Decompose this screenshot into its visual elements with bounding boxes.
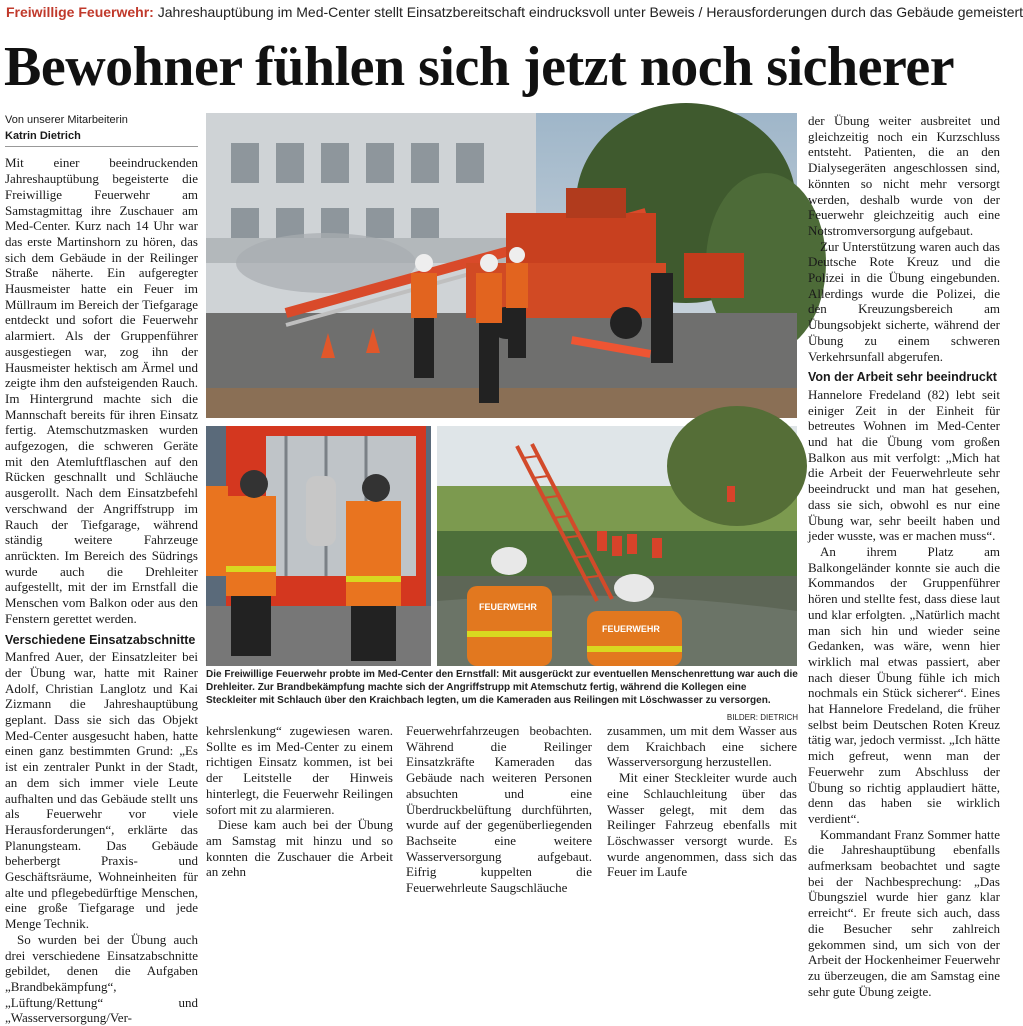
kicker-subtitle: Jahreshauptübung im Med-Center stellt Einsatzbereitschaft eindrucksvoll unter Beweis / Herausforderungen durch das Gebäude gemeistert [157,4,1023,20]
paragraph: zusammen, um mit dem Wasser aus dem Kraichbach eine sichere Wasserversorgung herzustellen. [607,723,797,770]
photo-breathing-apparatus [206,426,431,666]
paragraph: Hannelore Fredeland (82) lebt seit einiger Zeit in der Einheit für betreutes Wohnen im Med-Center und hat die Übung vom großen Balkon aus mit verfolgt: „Mich hat die Arbeit der Feuerwehrleute sehr beeindruckt und man hat gesehen, dass sie sich, obwohl es nur eine Übung war, sehr beeilt haben und jeder wusste, was er machen muss“. [808,386,1000,544]
paragraph: Mit einer Steckleiter wurde auch eine Schlauchleitung über das Wasser gelegt, mit dem das Reilinger Fahrzeug ebenfalls mit Löschwasser versorgt wurde. Es wurde angenommen, dass sich das Feuer im Laufe [607,770,797,880]
article-kicker [6,4,1023,20]
photo-ladder-truck [206,113,797,418]
paragraph: Kommandant Franz Sommer hatte die Jahreshauptübung ebenfalls aufmerksam beobachtet und sagte bei der Nachbesprechung: „Das Übungsziel wurde hier ganz klar erreicht“. Er freute sich auch, dass die Besucher sehr zahlreich gekommen sind, um sich von der Arbeit der Hockenheimer Feuerwehr zu überzeugen, die am Samstag eine sehr gute Übung zeigte. [808,826,1000,999]
jacket-label: FEUERWEHR [602,624,660,634]
caption-text: Die Freiwillige Feuerwehr probte im Med-Center den Ernstfall: Mit ausgerückt zur eventuellen Menschenrettung war auch die Drehleiter. Zur Brandbekämpfung machte sich der Angriffstrupp mit Atemschutz fertig, während die Kollegen eine Steckleiter mit Schlauch über den Kraichbach legten, um die Kameraden aus Reilingen mit Löschwasser zu versorgen. [206,669,798,706]
photo-credit: BILDER: DIETRICH [726,713,798,722]
byline-intro: Von unserer Mitarbeiterin [5,114,128,126]
subheading: Von der Arbeit sehr beeindruckt [808,370,997,385]
paragraph: Mit einer beeindruckenden Jahreshauptübung begeisterte die Freiwillige Feuerwehr am Samstagmittag ihre Zuschauer am Med-Center. Kurz nach 14 Uhr war das erste Martinshorn zu hören, das sich dem Gebäude in der Reilinger Straße näherte. Ein aufgeregter Hausmeister hatte ein Feuer im Müllraum im Bereich der Tiefgarage entdeckt und sofort die Feuerwehr alarmiert. Als der Gruppenführer ausgestiegen war, zog ihn der Hausmeister hektisch am Ärmel und zeigte ihm den aufsteigenden Rauch. Im Hintergrund machte sich die Mannschaft bereits für ihren Einsatz fertig. Atemschutzmasken wurden aufgezogen, die schweren Geräte mit den Atemluftflaschen auf den Rücken geschnallt und Schläuche ausgerollt. Nach dem Einsatzbefehl verschwand der Angriffstrupp im Rauch der Tiefgarage, während ständig weitere Fahrzeuge anrückten. Im Bereich des Südrings wurde auch die Drehleiter aufgestellt, mit der im Ernstfall die Menschen vom Balkon oder aus den Fenstern gerettet werden. [5,155,198,626]
article-column-2 [206,723,393,883]
byline-author: Katrin Dietrich [5,129,198,148]
paragraph: Diese kam auch bei der Übung am Samstag mit hinzu und so konnten die Zuschauer die Arbeit an zehn [206,817,393,880]
photo-creek-ladder [437,426,797,666]
article-headline: Bewohner fühlen sich jetzt noch sicherer [4,36,955,98]
subheading: Verschiedene Einsatzabschnitte [5,632,196,647]
jacket-label: FEUERWEHR [479,602,537,612]
paragraph: So wurden bei der Übung auch drei verschiedene Einsatzabschnitte gebildet, denen die Aufgaben „Brandbekämpfung“, „Lüftung/Rettung“ und „Wasserversorgung/Ver- [5,931,198,1026]
paragraph: Manfred Auer, der Einsatzleiter bei der Übung war, hatte mit Rainer Adolf, Christian Langlotz und Kai Zizmann die Jahreshauptübung geplant. Dass sie sich das Objekt Med-Center ausgesucht haben, hatte einen ganz bestimmten Grund: „Es ist ein zentraler Punkt in der Stadt, an dem sich immer viele Leute aufhalten und das Gebäude stellt uns als Feuerwehr vor viele Herausforderungen“, erklärte das Planungsteam. Das Gebäude beherbergt Praxis- und Geschäftsräume, Wohneinheiten für alte und pflegebedürftige Menschen, eine große Tiefgarage und jede Menge Technik. [5,649,198,932]
paragraph: kehrslenkung“ zugewiesen waren. Sollte es im Med-Center zu einem richtigen Einsatz kommen, ist bei der Leitstelle der Hinweis hinterlegt, die Feuerwehr Reilingen sofort mit zu alarmieren. [206,723,393,817]
paragraph: Feuerwehrfahrzeugen beobachten. Während die Reilinger Einsatzkräfte Kameraden das Gebäude nach weiteren Personen absuchten und eine Überdruckbelüftung durchführten, wurde auf der gegenüberliegenden Bachseite eine weitere Wasserversorgung aufgebaut. Eifrig kuppelten die Feuerwehrleute Saugschläuche [406,723,592,896]
article-column-5 [808,113,1000,999]
kicker-rubric: Freiwillige Feuerwehr: [6,4,154,20]
paragraph: An ihrem Platz am Balkongeländer konnte sie auch die Kommandos der Gruppenführer hören und stellte fest, dass diese laut und klar erfolgten. „Natürlich macht man sich hin und wieder seine Gedanken, was wäre, wenn hier wirklich mal etwas passiert, aber nach dieser Übung fühle ich mich nochmals ein Stück sicherer“. Eines hat Hannelore Fredeland, die früher selbst beim Deutschen Roten Kreuz tätig war, jedoch vermisst. „Ich hätte mich gefreut, wenn man der Feuerwehr zum Abschluss der Übung so richtig applaudiert hätte, denn das haben sie wirklich verdient“. [808,543,1000,826]
paragraph: der Übung weiter ausbreitet und gleichzeitig noch ein Kurzschluss entsteht. Patienten, die an den Dialysegeräten angeschlossen sind, könnten so nicht mehr versorgt werden, deshalb wurde von der Feuerwehr gleichzeitig auch eine Notstromversorgung aufgebaut. [808,113,1000,238]
article-column-4 [607,723,797,883]
article-column-1 [5,113,198,1026]
article-column-3 [406,723,592,896]
photo-caption [206,668,798,724]
paragraph: Zur Unterstützung waren auch das Deutsche Rote Kreuz und die Polizei in die Übung eingebunden. Allerdings wurde die Polizei, die den Kreuzungsbereich am Übungsobjekt sicherte, während der Übung zu einem schweren Verkehrsunfall abgerufen. [808,238,1000,364]
